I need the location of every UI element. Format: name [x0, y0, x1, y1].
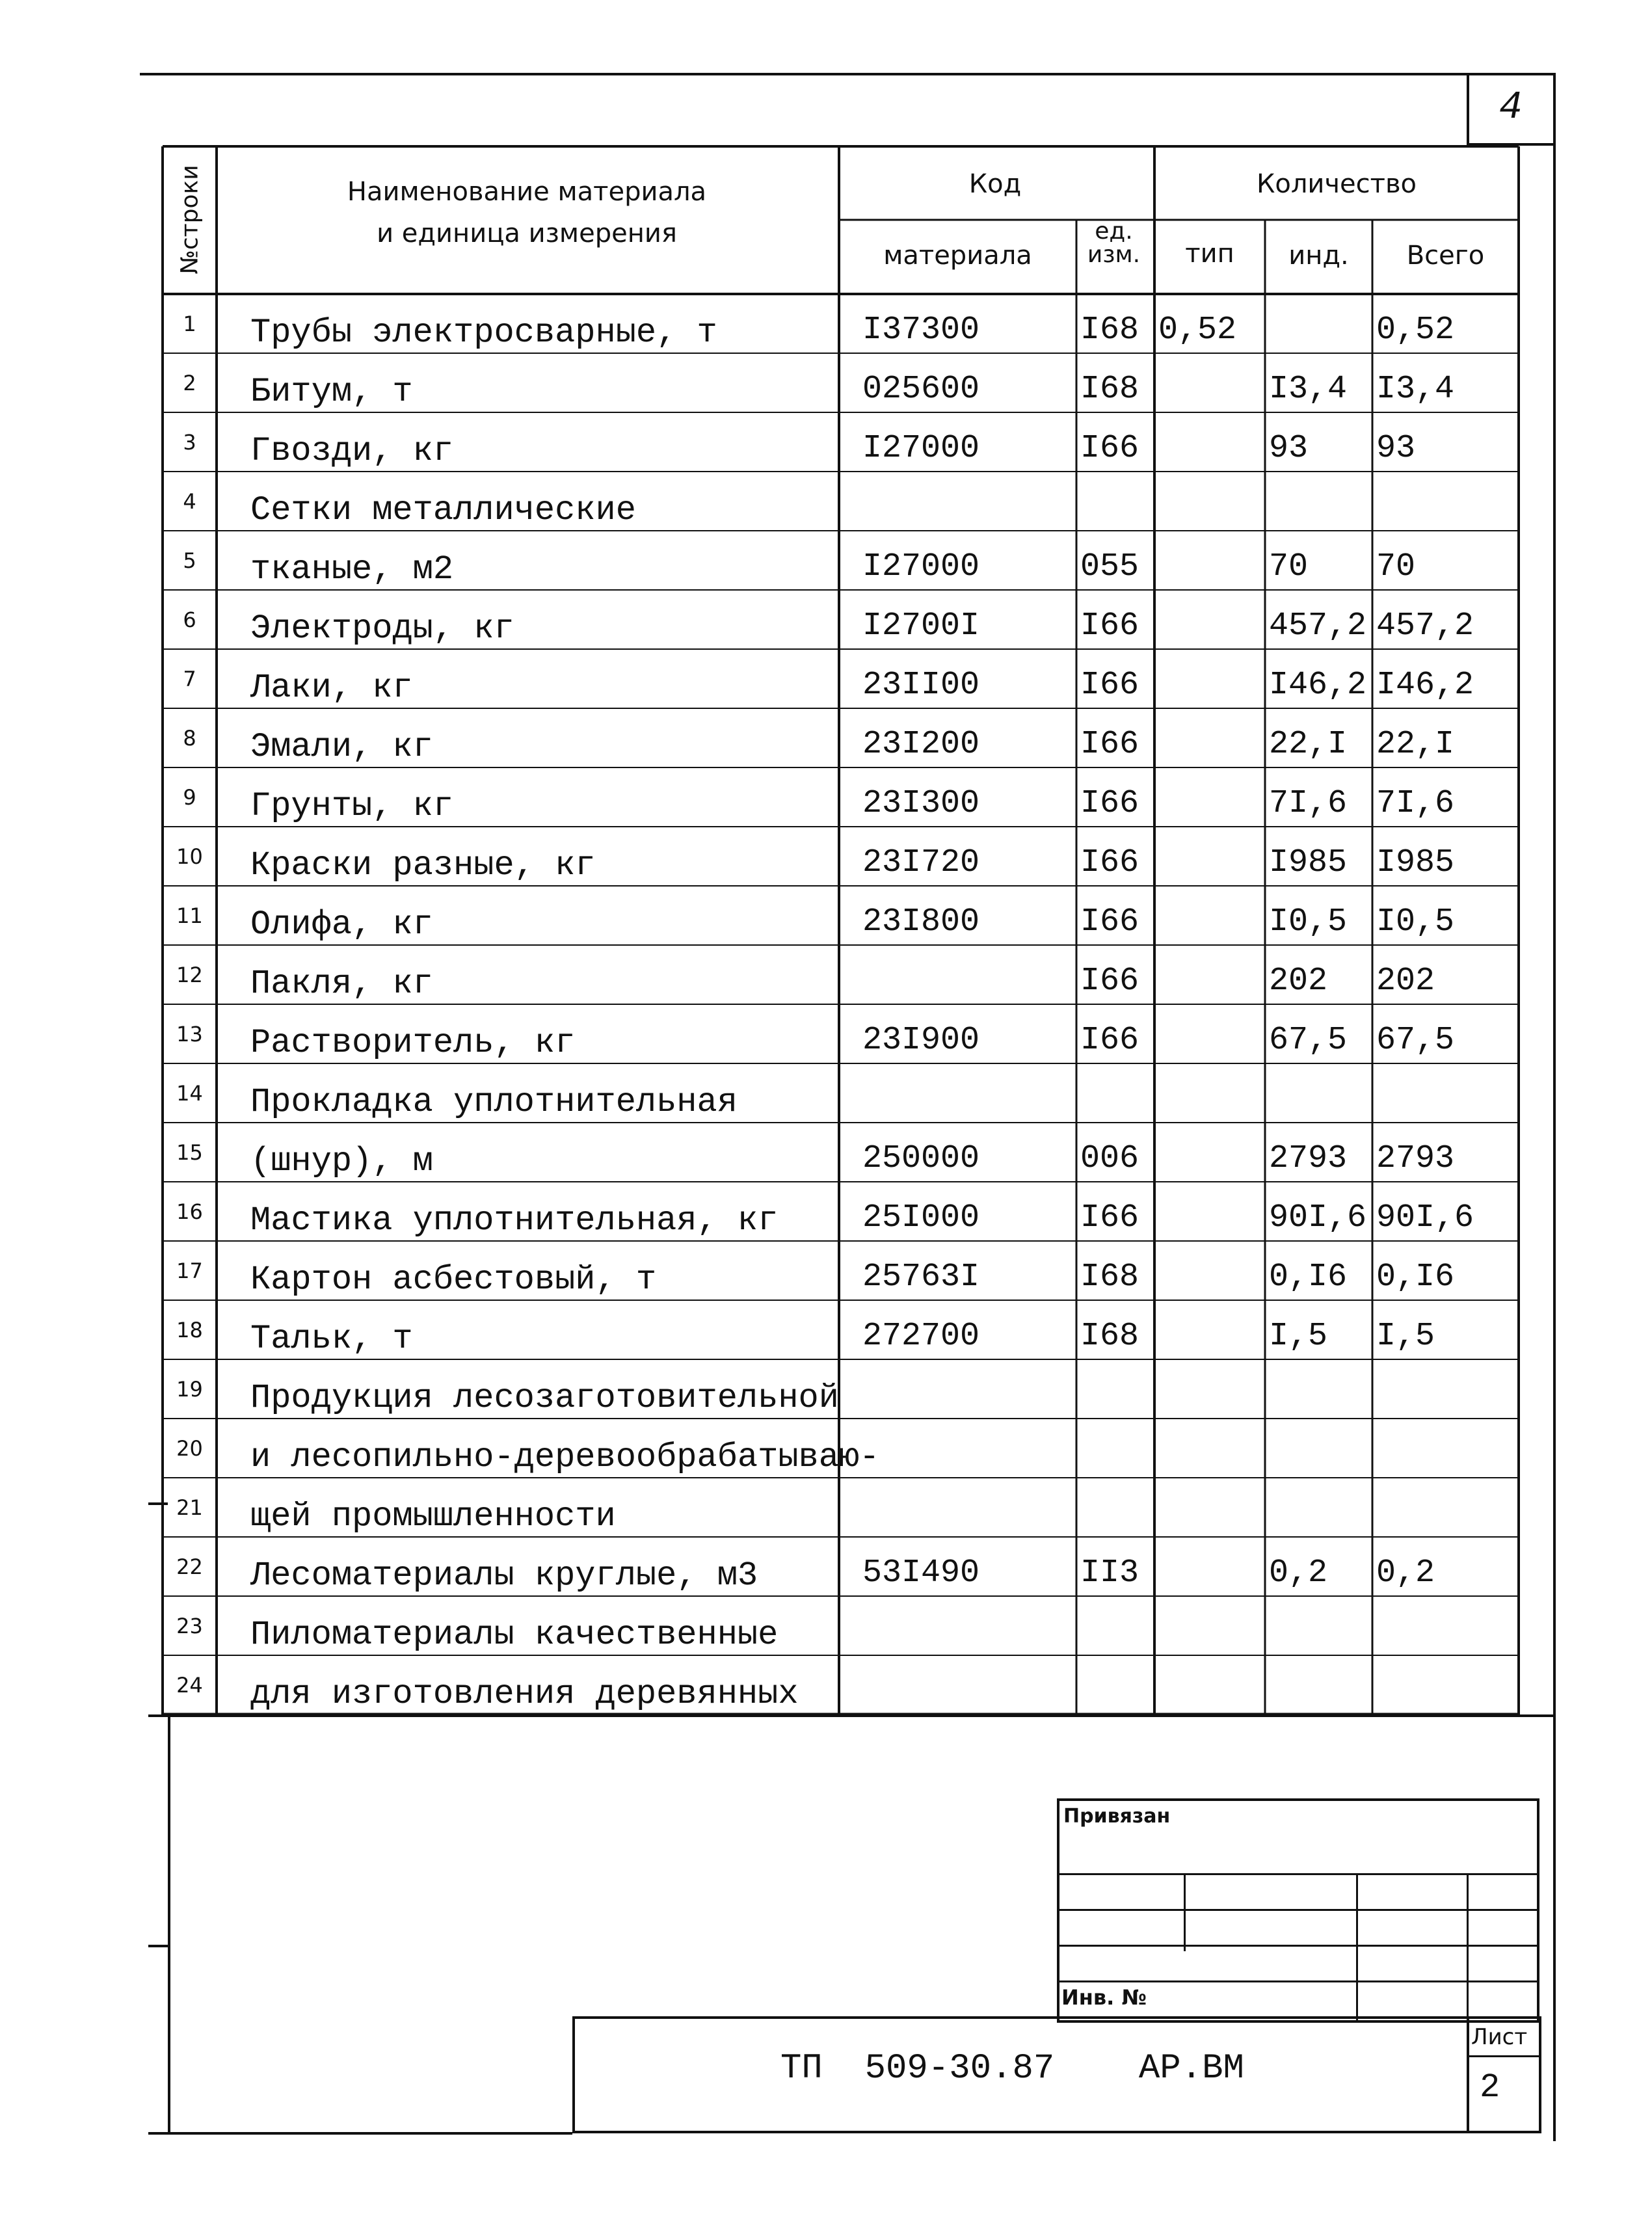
header-code-unit — [1076, 220, 1151, 267]
material-code: 23I720 — [862, 844, 980, 881]
stamp-vline-3 — [1467, 1873, 1469, 2023]
header-quantity-ind: инд. — [1288, 241, 1349, 271]
unit-code — [1076, 1478, 1158, 1543]
qty-ind — [1265, 1596, 1376, 1662]
row-number: 15 — [176, 1140, 203, 1165]
qty-ind — [1265, 294, 1376, 360]
material-code — [859, 1655, 1080, 1721]
unit-code — [1076, 1596, 1158, 1662]
qty-type — [1154, 1300, 1269, 1366]
unit-code — [1076, 1359, 1158, 1425]
qty-type — [1154, 649, 1269, 715]
qty-total: I0,5 — [1376, 903, 1455, 940]
qty-ind — [1265, 1359, 1376, 1425]
qty-type — [1154, 590, 1269, 656]
qty-type — [1154, 353, 1269, 419]
unit-code: I68 — [1080, 371, 1139, 408]
header-quantity-type: тип — [1185, 239, 1234, 269]
material-name: Пиломатериалы качественные — [250, 1616, 779, 1654]
header-row-number-label: №строки — [176, 165, 204, 274]
stamp-inv-no: Инв. № — [1061, 1985, 1147, 2010]
qty-type — [1154, 708, 1269, 774]
qty-total: 93 — [1376, 430, 1416, 467]
unit-code — [1076, 1063, 1158, 1129]
list-label: Лист — [1471, 2024, 1528, 2050]
qty-total: 7I,6 — [1376, 785, 1455, 822]
qty-type — [1154, 1655, 1269, 1721]
qty-ind: 0,2 — [1269, 1554, 1328, 1592]
unit-code: I66 — [1080, 1199, 1139, 1236]
qty-total — [1372, 1478, 1523, 1543]
material-code — [859, 945, 1080, 1011]
qty-ind — [1265, 1063, 1376, 1129]
qty-type — [1154, 827, 1269, 892]
qty-total: I46,2 — [1376, 667, 1474, 704]
material-code: 250000 — [862, 1140, 980, 1177]
stamp-left-tick-1 — [148, 1502, 168, 1505]
qty-total: 70 — [1376, 548, 1416, 585]
material-code: I27000 — [862, 430, 980, 467]
unit-code: I68 — [1080, 1318, 1139, 1355]
qty-type — [1154, 767, 1269, 833]
row-number: 5 — [183, 548, 196, 573]
unit-code: I68 — [1080, 1259, 1139, 1296]
qty-type — [1154, 1419, 1269, 1484]
stamp-vline-2 — [1356, 1873, 1358, 2023]
unit-code: I66 — [1080, 785, 1139, 822]
material-code — [859, 472, 1080, 537]
list-box-divider — [1467, 2055, 1541, 2057]
qty-type — [1154, 1123, 1269, 1188]
list-value: 2 — [1480, 2068, 1500, 2107]
row-number: 16 — [176, 1199, 203, 1224]
unit-code: II3 — [1080, 1554, 1139, 1592]
material-name: Электроды, кг — [250, 609, 514, 648]
qty-total: 2793 — [1376, 1140, 1455, 1177]
unit-code: I66 — [1080, 607, 1139, 645]
material-name: Олифа, кг — [250, 905, 433, 944]
qty-total: 67,5 — [1376, 1022, 1455, 1059]
material-name: для изготовления деревянных — [250, 1675, 799, 1713]
material-code: 23I300 — [862, 785, 980, 822]
material-code: 25I000 — [862, 1199, 980, 1236]
row-number: 20 — [176, 1435, 203, 1461]
material-code: 23I800 — [862, 903, 980, 940]
material-name: Битум, т — [250, 373, 413, 411]
material-name: (шнур), м — [250, 1142, 433, 1180]
row-number: 14 — [176, 1080, 203, 1106]
qty-type — [1154, 1596, 1269, 1662]
material-code — [859, 1419, 1080, 1484]
qty-type — [1154, 945, 1269, 1011]
row-number: 10 — [176, 844, 203, 869]
qty-ind: I,5 — [1269, 1318, 1328, 1355]
material-code: I37300 — [862, 312, 980, 349]
material-code — [859, 1596, 1080, 1662]
qty-ind: 70 — [1269, 548, 1309, 585]
qty-total: I985 — [1376, 844, 1455, 881]
qty-ind: I3,4 — [1269, 371, 1348, 408]
material-code: I2700I — [862, 607, 980, 645]
list-box-left — [1467, 2016, 1469, 2133]
row-number: 3 — [183, 429, 196, 455]
unit-code — [1076, 1419, 1158, 1484]
material-name: Мастика уплотнительная, кг — [250, 1201, 779, 1240]
qty-ind: 90I,6 — [1269, 1199, 1367, 1236]
material-name: Лаки, кг — [250, 669, 413, 707]
material-code: 23I900 — [862, 1022, 980, 1059]
unit-code — [1076, 472, 1158, 537]
stamp-vline-1 — [1184, 1873, 1186, 1951]
row-number: 12 — [176, 962, 203, 987]
unit-code: I66 — [1080, 963, 1139, 1000]
row-number: 24 — [176, 1672, 203, 1698]
qty-ind: 457,2 — [1269, 607, 1367, 645]
material-name: Растворитель, кг — [250, 1024, 576, 1062]
qty-ind: 2793 — [1269, 1140, 1348, 1177]
qty-type — [1154, 1537, 1269, 1603]
qty-ind: I0,5 — [1269, 903, 1348, 940]
qty-ind: 202 — [1269, 963, 1328, 1000]
qty-total: 0,2 — [1376, 1554, 1435, 1592]
material-code: 53I490 — [862, 1554, 980, 1592]
unit-code: I66 — [1080, 430, 1139, 467]
qty-ind: 7I,6 — [1269, 785, 1348, 822]
qty-total — [1372, 1596, 1523, 1662]
qty-total — [1372, 1359, 1523, 1425]
row-number: 9 — [183, 784, 196, 810]
qty-ind: 93 — [1269, 430, 1309, 467]
header-code: Код — [968, 169, 1022, 199]
qty-ind — [1265, 1655, 1376, 1721]
qty-type — [1154, 412, 1269, 478]
material-code — [859, 1063, 1080, 1129]
qty-ind — [1265, 1419, 1376, 1484]
row-number: 17 — [176, 1258, 203, 1283]
qty-type — [1154, 1478, 1269, 1543]
material-code: 23I200 — [862, 726, 980, 763]
qty-type — [1154, 1359, 1269, 1425]
qty-total: 0,I6 — [1376, 1259, 1455, 1296]
material-code: 23II00 — [862, 667, 980, 704]
header-quantity: Количество — [1256, 169, 1417, 199]
row-number: 1 — [183, 311, 196, 336]
row-number: 2 — [183, 370, 196, 395]
qty-total: 90I,6 — [1376, 1199, 1474, 1236]
qty-total: I3,4 — [1376, 371, 1455, 408]
qty-total: 22,I — [1376, 726, 1455, 763]
qty-total: 202 — [1376, 963, 1435, 1000]
material-name: и лесопильно-деревообрабатываю- — [250, 1438, 880, 1476]
qty-total: I,5 — [1376, 1318, 1435, 1355]
qty-total: 457,2 — [1376, 607, 1474, 645]
material-name: Тальк, т — [250, 1320, 413, 1358]
material-name: Сетки металлические — [250, 491, 636, 529]
qty-total — [1372, 472, 1523, 537]
header-name — [218, 176, 836, 250]
stamp-privyazan: Привязан — [1063, 1805, 1171, 1828]
header-code-unit-line-1: ед. — [1095, 218, 1133, 245]
material-name: тканые, м2 — [250, 550, 454, 589]
qty-type — [1154, 1063, 1269, 1129]
material-name: Грунты, кг — [250, 787, 454, 825]
sheet-number: 4 — [1499, 86, 1523, 130]
material-code — [859, 1359, 1080, 1425]
row-number: 13 — [176, 1021, 203, 1047]
header-code-material: материала — [883, 241, 1032, 271]
material-code — [859, 1478, 1080, 1543]
material-code: 025600 — [862, 371, 980, 408]
row-number: 11 — [176, 903, 203, 928]
document-designation: ТП 509-30.87 АР.ВМ — [780, 2049, 1244, 2088]
qty-ind: 22,I — [1269, 726, 1348, 763]
material-name: Лесоматериалы круглые, м3 — [250, 1556, 758, 1595]
material-name: Краски разные, кг — [250, 846, 596, 885]
qty-type — [1154, 886, 1269, 952]
material-name: Пакля, кг — [250, 965, 433, 1003]
qty-total — [1372, 1419, 1523, 1484]
qty-type — [1154, 531, 1269, 596]
qty-type — [1154, 1004, 1269, 1070]
row-number: 23 — [176, 1613, 203, 1638]
header-code-unit-line-2: изм. — [1087, 241, 1141, 268]
row-number: 7 — [183, 666, 196, 691]
unit-code — [1076, 1655, 1158, 1721]
unit-code: I66 — [1080, 667, 1139, 704]
qty-ind: 0,I6 — [1269, 1259, 1348, 1296]
qty-total: 0,52 — [1376, 312, 1455, 349]
qty-ind — [1265, 1478, 1376, 1543]
header-name-line-2: и единица измерения — [377, 219, 677, 248]
header-name-line-1: Наименование материала — [347, 177, 707, 207]
header-quantity-total: Всего — [1406, 241, 1485, 271]
material-name: щей промышленности — [250, 1497, 616, 1536]
row-number: 19 — [176, 1376, 203, 1402]
unit-code: 006 — [1080, 1140, 1139, 1177]
qty-type — [1154, 472, 1269, 537]
material-code: 25763I — [862, 1259, 980, 1296]
unit-code: I68 — [1080, 312, 1139, 349]
row-number: 4 — [183, 488, 196, 514]
unit-code: I66 — [1080, 903, 1139, 940]
unit-code: I66 — [1080, 1022, 1139, 1059]
material-name: Прокладка уплотнительная — [250, 1083, 738, 1121]
material-name: Гвозди, кг — [250, 432, 454, 470]
qty-total — [1372, 1655, 1523, 1721]
unit-code: I66 — [1080, 844, 1139, 881]
stamp-left-tick-2 — [148, 1945, 168, 1947]
row-number: 22 — [176, 1554, 203, 1579]
material-name: Продукция лесозаготовительной — [250, 1379, 839, 1417]
material-name: Эмали, кг — [250, 728, 433, 766]
row-number: 21 — [176, 1495, 203, 1520]
material-code: 272700 — [862, 1318, 980, 1355]
qty-ind: I985 — [1269, 844, 1348, 881]
material-name: Трубы электросварные, т — [250, 313, 717, 352]
row-number: 18 — [176, 1317, 203, 1342]
qty-ind: I46,2 — [1269, 667, 1367, 704]
qty-total — [1372, 1063, 1523, 1129]
material-name: Картон асбестовый, т — [250, 1260, 657, 1299]
unit-code: 055 — [1080, 548, 1139, 585]
row-number: 6 — [183, 607, 196, 632]
unit-code: I66 — [1080, 726, 1139, 763]
row-number: 8 — [183, 725, 196, 751]
qty-type: 0,52 — [1158, 312, 1237, 349]
header-row-number — [164, 146, 216, 293]
qty-type — [1154, 1241, 1269, 1307]
qty-type — [1154, 1182, 1269, 1247]
qty-ind — [1265, 472, 1376, 537]
material-code: I27000 — [862, 548, 980, 585]
qty-ind: 67,5 — [1269, 1022, 1348, 1059]
